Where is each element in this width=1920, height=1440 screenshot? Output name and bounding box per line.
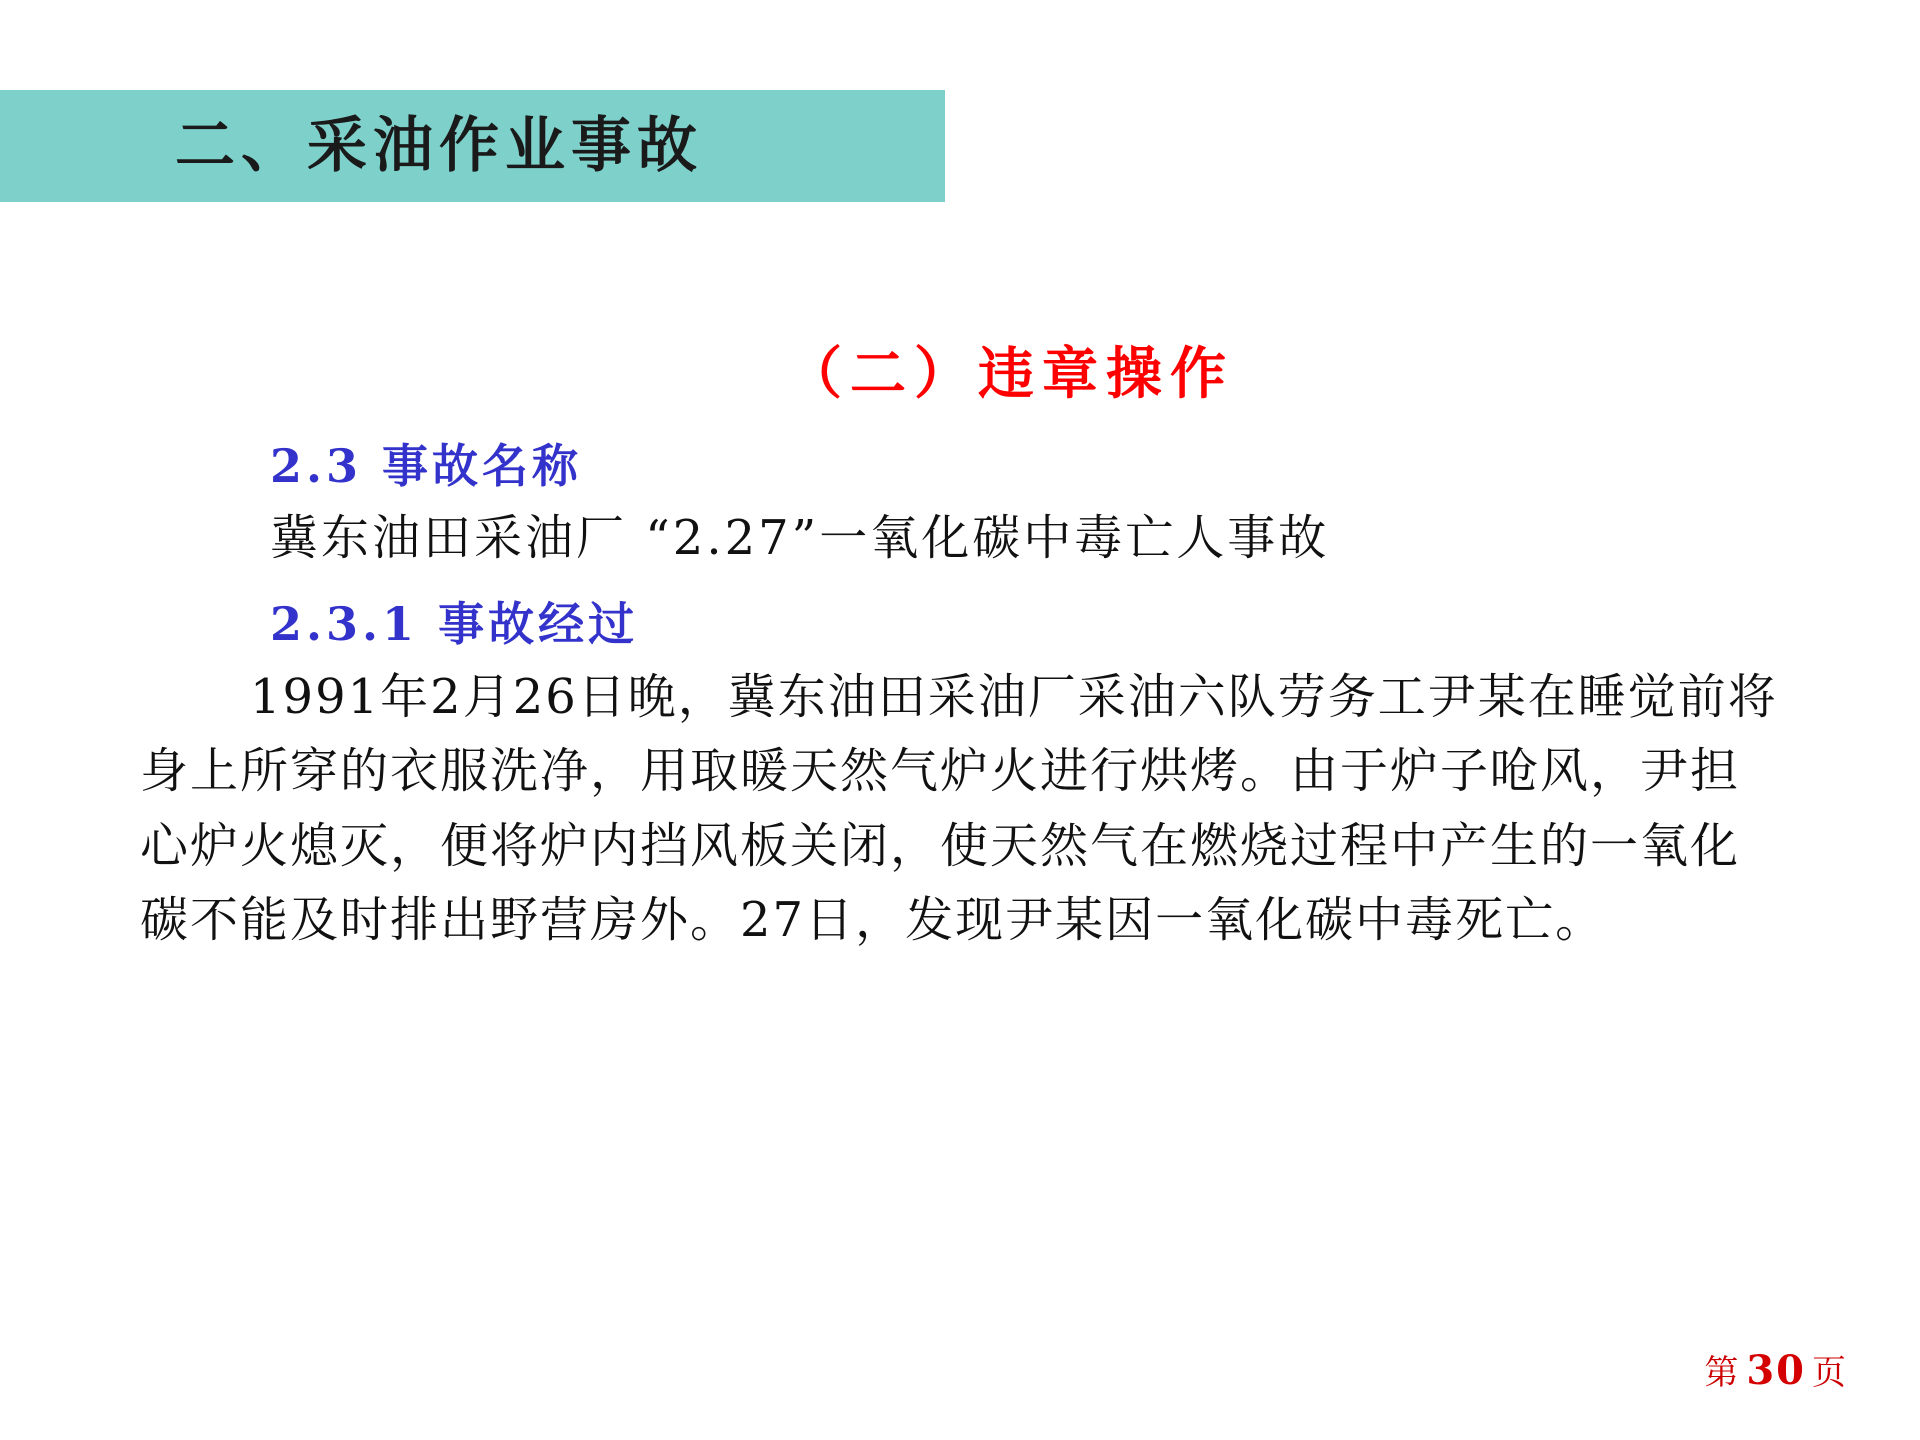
- slide-title-band: [0, 90, 945, 202]
- section-content-2-3: 冀东油田采油厂 “2.27”一氧化碳中毒亡人事故: [270, 510, 1330, 566]
- section-heading: （二）违章操作: [786, 341, 1234, 407]
- page-number: 30: [1746, 1347, 1806, 1394]
- slide-body: [140, 430, 1820, 972]
- slide-title: 二、采油作业事故: [175, 111, 703, 181]
- section-label-2-3-1: 2.3.1 事故经过: [270, 597, 639, 651]
- page-suffix: 页: [1812, 1353, 1848, 1393]
- page-prefix: 第: [1704, 1353, 1741, 1393]
- section-label-2-3: 2.3 事故名称: [270, 439, 583, 493]
- section-content-2-3-1: 1991年2月26日晚，冀东油田采油厂采油六队劳务工尹某在睡觉前将身上所穿的衣服洗净，用取暖天然气炉火进行烘烤。由于炉子呛风，尹担心炉火熄灭，便将炉内挡风板关闭，使天然气在燃烧过程中产生的一氧化碳不能及时排出野营房外。27日，发现尹某因一氧化碳中毒死亡。: [140, 669, 1778, 949]
- page-footer: [1704, 1345, 1848, 1394]
